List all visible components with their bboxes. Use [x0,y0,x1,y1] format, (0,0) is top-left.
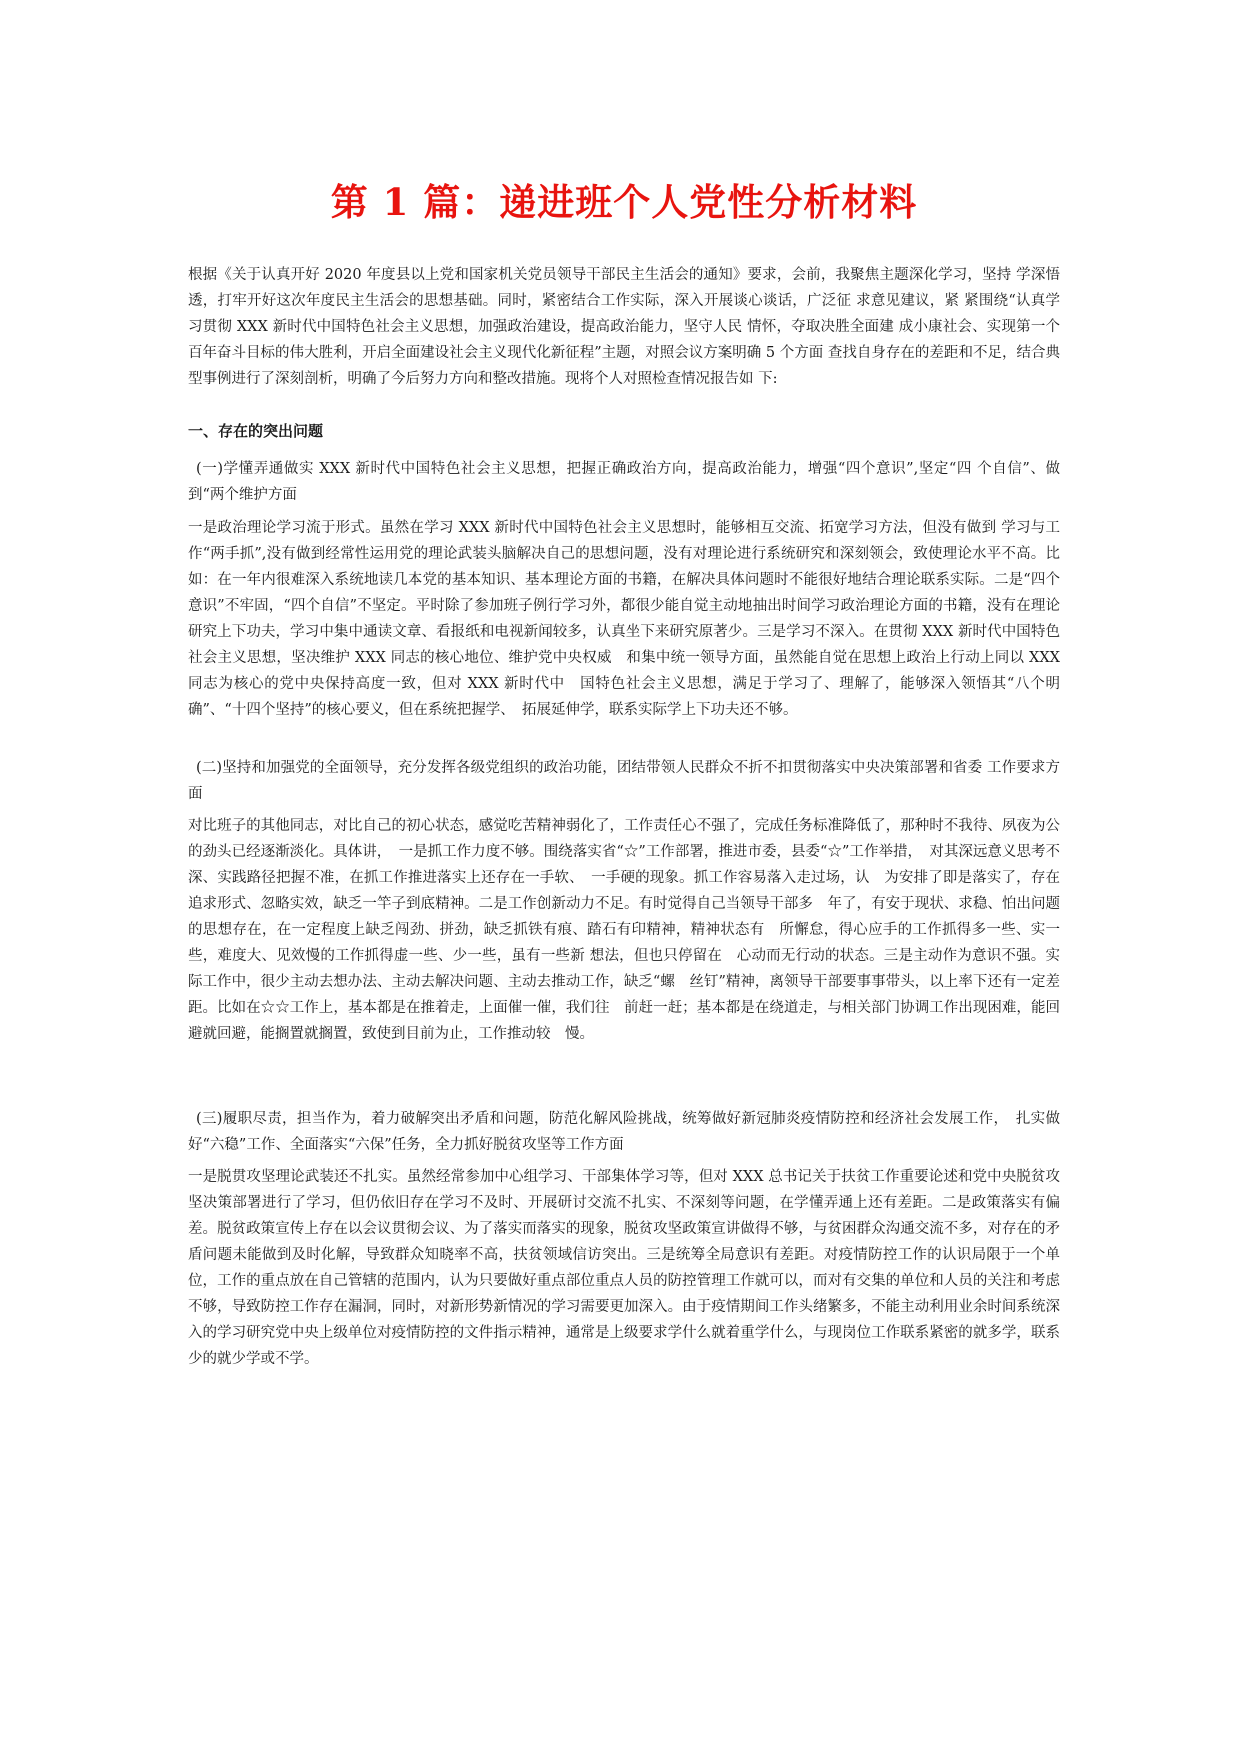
subsection-title-1: (一)学懂弄通做实 XXX 新时代中国特色社会主义思想，把握正确政治方向，提高政治能力，增强“四个意识”,坚定“四 个自信”、做到“两个维护方面 [188,461,1060,503]
section-heading-problems: 一、存在的突出问题 [188,422,324,440]
subsection-body-1: 一是政治理论学习流于形式。虽然在学习 XXX 新时代中国特色社会主义思想时，能够相互交流、拓宽学习方法，但没有做到 学习与工作“两手抓”,没有做到经常性运用党的理论武装头脑解决自己的思想问题，没有对理论进行系统研究和深刻领会，致使理论水平不高。比如：在一年内很难深入系统地读几本党的基本知识、基本理论方面的书籍，在解决具体问题时不能很好地结合理论联系实际。二是“四个意识”不牢固，“四个自信”不坚定。平时除了参加班子例行学习外，都很少能自觉主动地抽出时间学习政治理论方面的书籍，没有在理论研究上下功夫，学习中集中通读文章、看报纸和电视新闻较多，认真坐下来研究原著少。三是学习不深入。在贯彻 XXX 新时代中国特色社会主义思想，坚决维护 XXX 同志的核心地位、维护党中央权威 和集中统一领导方面，虽然能自觉在思想上政治上行动上同以 XXX 同志为核心的党中央保持高度一致，但对 XXX 新时代中 国特色社会主义思想，满足于学习了、理解了，能够深入领悟其“八个明确”、“十四个坚持”的核心要义，但在系统把握学、 拓展延伸学，联系实际学上下功夫还不够。 [188,520,1060,718]
document-page [188,0,1060,1754]
subsection-body-2: 对比班子的其他同志，对比自己的初心状态，感觉吃苦精神弱化了，工作责任心不强了，完成任务标准降低了，那种时不我待、夙夜为公的劲头已经逐渐淡化。具体讲， 一是抓工作力度不够。围绕落实省“☆”工作部署，推进市委，县委“☆”工作举措， 对其深远意义思考不深、实践路径把握不准，在抓工作推进落实上还存在一手软、 一手硬的现象。抓工作容易落入走过场，认 为安排了即是落实了，存在追求形式、忽略实效，缺乏一竿子到底精神。二是工作创新动力不足。有时觉得自己当领导干部多 年了，有安于现状、求稳、怕出问题的思想存在，在一定程度上缺乏闯劲、拼劲，缺乏抓铁有痕、踏石有印精神，精神状态有 所懈怠，得心应手的工作抓得多一些、实一些，难度大、见效慢的工作抓得虚一些、少一些，虽有一些新 想法，但也只停留在 心动而无行动的状态。三是主动作为意识不强。实际工作中，很少主动去想办法、主动去解决问题、主动去推动工作，缺乏“螺 丝钉”精神，离领导干部要事事带头，以上率下还有一定差距。比如在☆☆工作上，基本都是在推着走，上面催一催，我们往 前赶一赶；基本都是在绕道走，与相关部门协调工作出现困难，能回避就回避，能搁置就搁置，致使到目前为止，工作推动较 慢。 [188,818,1060,1042]
document-title: 第 1 篇：递进班个人党性分析材料 [330,180,918,224]
subsection-title-3: (三)履职尽责，担当作为，着力破解突出矛盾和问题，防范化解风险挑战，统筹做好新冠肺炎疫情防控和经济社会发展工作， 扎实做好“六稳”工作、全面落实“六保”任务，全力抓好脱贫攻坚等工作方面 [188,1111,1060,1153]
subsection-title-2: (二)坚持和加强党的全面领导，充分发挥各级党组织的政治功能，团结带领人民群众不折不扣贯彻落实中央决策部署和省委 工作要求方面 [188,760,1060,802]
intro-paragraph: 根据《关于认真开好 2020 年度县以上党和国家机关党员领导干部民主生活会的通知》要求，会前，我聚焦主题深化学习，坚持 学深悟透，打牢开好这次年度民主生活会的思想基础。同时，紧密结合工作实际，深入开展谈心谈话，广泛征 求意见建议，紧 紧围绕“认真学习贯彻 XXX 新时代中国特色社会主义思想，加强政治建设，提高政治能力，坚守人民 情怀，夺取决胜全面建 成小康社会、实现第一个百年奋斗目标的伟大胜利，开启全面建设社会主义现代化新征程”主题，对照会议方案明确 5 个方面 查找自身存在的差距和不足，结合典型事例进行了深刻剖析，明确了今后努力方向和整改措施。现将个人对照检查情况报告如 下: [188,267,1060,387]
subsection-body-3: 一是脱贯攻坚理论武装还不扎实。虽然经常参加中心组学习、干部集体学习等，但对 XXX 总书记关于扶贫工作重要论述和党中央脱贫攻坚决策部署进行了学习，但仍依旧存在学习不及时、开展研讨交流不扎实、不深刻等问题，在学懂弄通上还有差距。二是政策落实有偏差。脱贫政策宣传上存在以会议贯彻会议、为了落实而落实的现象，脱贫攻坚政策宣讲做得不够，与贫困群众沟通交流不多，对存在的矛盾问题未能做到及时化解，导致群众知晓率不高，扶贫领域信访突出。三是统筹全局意识有差距。对疫情防控工作的认识局限于一个单位，工作的重点放在自己管辖的范围内，认为只要做好重点部位重点人员的防控管理工作就可以，而对有交集的单位和人员的关注和考虑不够，导致防控工作存在漏洞，同时，对新形势新情况的学习需要更加深入。由于疫情期间工作头绪繁多，不能主动利用业余时间系统深入的学习研究党中央上级单位对疫情防控的文件指示精神，通常是上级要求学什么就着重学什么，与现岗位工作联系紧密的就多学，联系少的就少学或不学。 [188,1169,1060,1367]
